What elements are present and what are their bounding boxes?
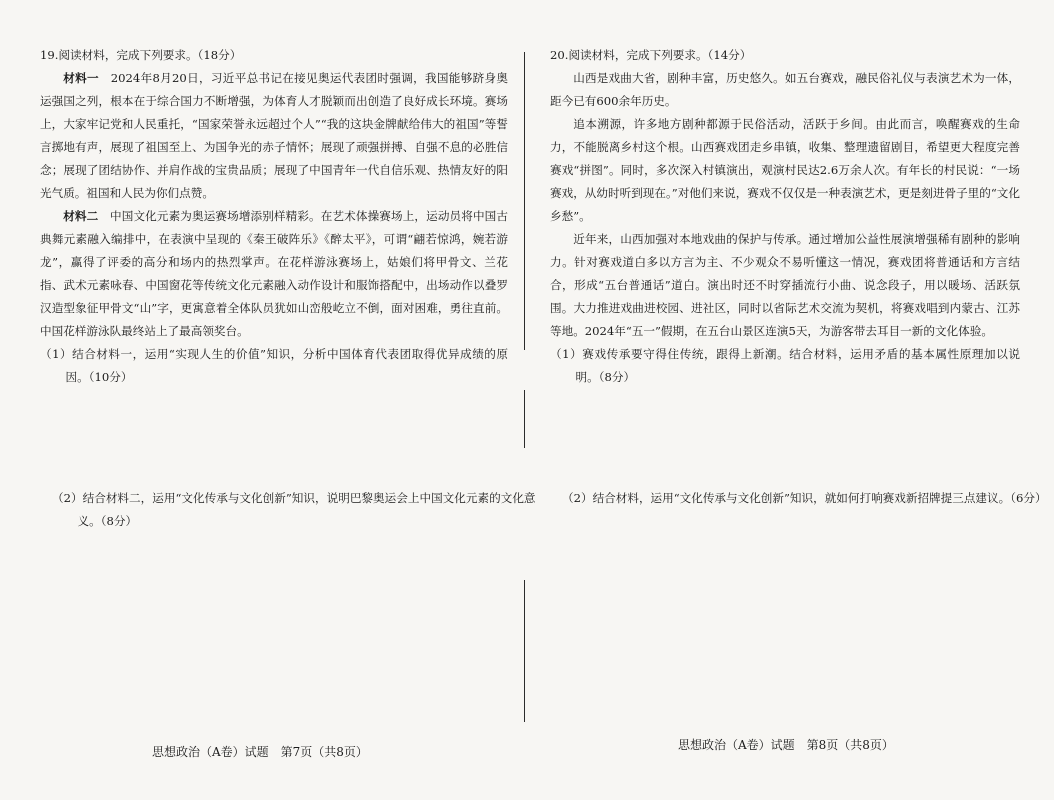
question-20-sub-1: （1）赛戏传承要守得住传统，跟得上新潮。结合材料，运用矛盾的基本属性原理加以说明。（8分） <box>550 347 1020 384</box>
question-19-title: 19.阅读材料，完成下列要求。（18分） <box>40 48 242 62</box>
material-2-paragraph <box>40 205 508 343</box>
page-footer-left: 思想政治（A卷）试题 第7页（共8页） <box>152 745 368 759</box>
column-divider <box>524 580 525 722</box>
question-20-title: 20.阅读材料，完成下列要求。（14分） <box>550 48 752 62</box>
material-2-label: 材料二 <box>63 209 99 223</box>
material-2-text: 中国文化元素为奥运赛场增添别样精彩。在艺术体操赛场上，运动员将中国古典舞元素融入编排中，在表演中呈现的《秦王破阵乐》《醉太平》，可谓“翩若惊鸿，婉若游龙”，赢得了评委的高分和场内的热烈掌声。在花样游泳赛场上，姑娘们将甲骨文、兰花指、武术元素咏春、中国窗花等传统文化元素融入动作设计和服饰搭配中，出场动作以叠罗汉造型象征甲骨文“山”字，更寓意着全体队员犹如山峦般屹立不倒，面对困难，勇往直前。中国花样游泳队最终站上了最高领奖台。 <box>40 209 508 338</box>
question-20-paragraph-2: 追本溯源，许多地方剧种都源于民俗活动，活跃于乡间。由此而言，唤醒赛戏的生命力，不能脱离乡村这个根。山西赛戏团走乡串镇，收集、整理遗留剧目，希望更大程度完善赛戏“拼图”。同时，多次深入村镇演出，观演村民达2.6万余人次。有年长的村民说：“一场赛戏，从幼时听到现在。”对他们来说，赛戏不仅仅是一种表演艺术，更是刻进骨子里的“文化乡愁”。 <box>550 117 1020 223</box>
question-20-paragraph-1: 山西是戏曲大省，剧种丰富，历史悠久。如五台赛戏，融民俗礼仪与表演艺术为一体，距今已有600余年历史。 <box>550 71 1020 108</box>
question-20-paragraph-3: 近年来，山西加强对本地戏曲的保护与传承。通过增加公益性展演增强稀有剧种的影响力。针对赛戏道白多以方言为主、不少观众不易听懂这一情况，赛戏团将普通话和方言结合，形成“五台普通话”道白。演出时还不时穿插流行小曲、说念段子，用以暖场、活跃氛围。大力推进戏曲进校园、进社区，同时以省际艺术交流为契机，将赛戏唱到内蒙古、江苏等地。2024年“五一”假期，在五台山景区连演5天，为游客带去耳目一新的文化体验。 <box>550 232 1020 338</box>
question-19-sub-2: （2）结合材料二，运用“文化传承与文化创新”知识，说明巴黎奥运会上中国文化元素的文化意义。（8分） <box>52 491 536 528</box>
column-divider <box>524 390 525 448</box>
question-19-sub-1: （1）结合材料一，运用“实现人生的价值”知识，分析中国体育代表团取得优异成绩的原因。（10分） <box>40 347 508 384</box>
material-1-text: 2024年8月20日，习近平总书记在接见奥运代表团时强调，我国能够跻身奥运强国之列，根本在于综合国力不断增强，为体育人才脱颖而出创造了良好成长环境。赛场上，大家牢记党和人民重托，“国家荣誉永远超过个人”“我的这块金牌献给伟大的祖国”等誓言掷地有声，展现了祖国至上、为国争光的赤子情怀；展现了顽强拼搏、自强不息的必胜信念；展现了团结协作、并肩作战的宝贵品质；展现了中国青年一代自信乐观、热情友好的阳光气质。祖国和人民为你们点赞。 <box>40 71 508 200</box>
column-divider <box>524 52 525 350</box>
material-1-label: 材料一 <box>63 71 99 85</box>
page-footer-right: 思想政治（A卷）试题 第8页（共8页） <box>678 738 894 752</box>
question-20-sub-2: （2）结合材料，运用“文化传承与文化创新”知识，就如何打响赛戏新招牌提三点建议。（6分） <box>562 491 1047 505</box>
left-column <box>40 44 508 389</box>
right-column <box>550 44 1020 389</box>
material-1-paragraph <box>40 67 508 205</box>
